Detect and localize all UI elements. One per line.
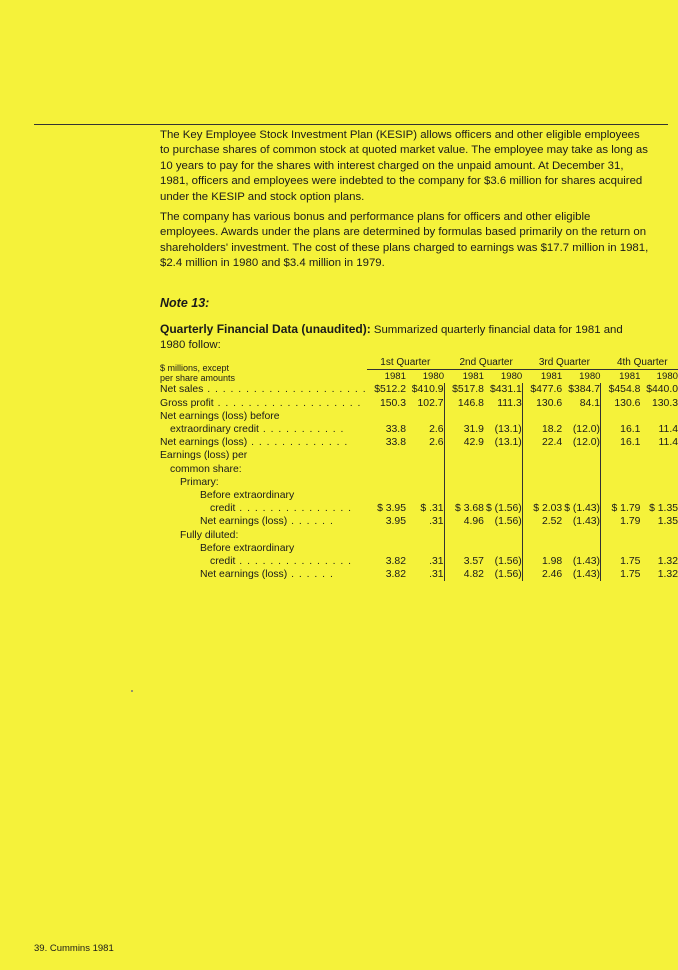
row-label — [160, 476, 367, 489]
cell-value — [484, 489, 522, 502]
cell-value — [484, 542, 522, 555]
cell-value: 130.6 — [522, 397, 562, 410]
row-label — [160, 529, 367, 542]
cell-value: 33.8 — [385, 437, 406, 449]
cell-value: $454.8 — [601, 383, 641, 396]
cell-value — [601, 410, 641, 423]
year-header: 1980 — [500, 371, 523, 383]
year-header: 1981 — [540, 371, 563, 383]
row-label — [160, 568, 367, 581]
cell-value: $477.6 — [522, 383, 562, 396]
year-header: 1981 — [619, 371, 641, 383]
cell-value: 1.32 — [657, 569, 678, 581]
cell-value: 1.98 — [522, 555, 562, 568]
cell-value — [406, 542, 444, 555]
cell-value: 22.4 — [522, 436, 562, 449]
row-label — [160, 515, 367, 528]
cell-value — [640, 489, 678, 502]
cell-value: 18.2 — [522, 423, 562, 436]
cell-value — [601, 449, 641, 462]
cell-value: (1.56) — [494, 516, 522, 528]
cell-value: 3.57 — [444, 555, 484, 568]
table-row — [160, 555, 678, 568]
cell-value — [367, 542, 406, 555]
cell-value: 2.6 — [429, 424, 444, 436]
cell-value: 150.3 — [379, 397, 406, 409]
cell-value — [367, 410, 406, 423]
cell-value: (1.43) — [572, 569, 600, 581]
cell-value — [484, 476, 522, 489]
cell-value — [522, 529, 562, 542]
cell-value: 146.8 — [444, 397, 484, 410]
cell-value — [444, 449, 484, 462]
row-label-text: Net earnings (loss) — [160, 437, 248, 449]
quarter-header-4: 4th Quarter — [601, 356, 678, 370]
cell-value — [522, 463, 562, 476]
cell-value: (13.1) — [494, 437, 522, 449]
cell-value — [522, 476, 562, 489]
row-label-text: Net earnings (loss) — [200, 569, 288, 581]
row-label-text: Before extraordinary — [200, 542, 295, 554]
quarter-header-1: 1st Quarter — [367, 356, 444, 370]
row-label — [160, 436, 367, 449]
cell-value: $ 1.35 — [649, 503, 678, 515]
cell-value — [522, 489, 562, 502]
cell-value — [562, 463, 600, 476]
cell-value — [367, 463, 406, 476]
cell-value — [444, 489, 484, 502]
cell-value: 130.3 — [651, 397, 678, 409]
table-row — [160, 476, 678, 489]
cell-value — [406, 476, 444, 489]
cell-value — [367, 489, 406, 502]
cell-value: (12.0) — [572, 424, 600, 436]
cell-value — [562, 542, 600, 555]
cell-value: 33.8 — [385, 424, 406, 436]
leader-dots: . . . . . . . . . . . — [258, 424, 345, 436]
page-footer: 39. Cummins 1981 — [34, 943, 114, 954]
row-label-text: Fully diluted: — [180, 529, 239, 541]
cell-value: 102.7 — [417, 397, 444, 409]
row-label — [160, 449, 367, 462]
cell-value: 16.1 — [601, 436, 641, 449]
table-row — [160, 568, 678, 581]
row-label-text: credit — [210, 503, 236, 515]
quarter-header-3: 3rd Quarter — [522, 356, 600, 370]
cell-value: $384.7 — [568, 384, 600, 396]
quarter-header-2: 2nd Quarter — [444, 356, 522, 370]
cell-value: $ 3.68 — [444, 502, 484, 515]
cell-value — [367, 449, 406, 462]
cell-value — [562, 476, 600, 489]
row-label — [160, 383, 367, 396]
row-label-text: Net sales — [160, 384, 204, 396]
cell-value: 3.95 — [385, 516, 406, 528]
cell-value: $517.8 — [444, 383, 484, 396]
cell-value — [484, 463, 522, 476]
cell-value: 4.96 — [444, 515, 484, 528]
row-label-text: common share: — [170, 463, 242, 475]
cell-value — [444, 463, 484, 476]
cell-value — [601, 476, 641, 489]
cell-value — [484, 449, 522, 462]
table-row — [160, 449, 678, 462]
table-row — [160, 423, 678, 436]
cell-value — [367, 476, 406, 489]
cell-value — [444, 529, 484, 542]
cell-value — [522, 449, 562, 462]
cell-value: .31 — [429, 556, 444, 568]
cell-value: $ (1.43) — [564, 503, 600, 515]
year-header: 1981 — [384, 371, 406, 383]
cell-value: 1.75 — [601, 568, 641, 581]
year-header: 1980 — [579, 371, 601, 383]
row-label — [160, 502, 367, 515]
kesip-paragraph: The Key Employee Stock Investment Plan (KESIP) allows officers and other eligible employees to purchase shares of common stock at quoted market value. The employee may take as long as 10 years to pay for the shares with interest charged on the unpaid amount. At December 31, 1981, officers and employees were indebted to the company for $3.6 million for shares acquired under the KESIP and stock option plans. — [160, 129, 648, 203]
print-speck — [131, 690, 133, 692]
row-label-text: Primary: — [180, 476, 219, 488]
table-row — [160, 489, 678, 502]
bonus-plans-paragraph: The company has various bonus and performance plans for officers and other eligible employees. Awards under the plans are determined by formulas based primarily on the return on shareholders' investment. The cost of these plans charged to earnings was $17.7 million in 1981, $2.4 million in 1980 and $3.4 million in 1979. — [160, 211, 649, 270]
cell-value — [484, 410, 522, 423]
cell-value — [601, 463, 641, 476]
leader-dots: . . . . . . . . . . . . . — [247, 437, 349, 449]
year-header: 1981 — [462, 371, 484, 383]
cell-value: $431.1 — [489, 384, 522, 396]
cell-value — [444, 542, 484, 555]
cell-value: $440.0 — [646, 384, 678, 396]
table-row — [160, 502, 678, 515]
table-row — [160, 436, 678, 449]
leader-dots: . . . . . . . . . . . . . . . — [235, 503, 353, 515]
cell-value: 2.52 — [522, 515, 562, 528]
cell-value — [640, 463, 678, 476]
row-label-text: credit — [210, 556, 236, 568]
row-label-text: Net earnings (loss) — [200, 516, 288, 528]
leader-dots: . . . . . . . . . . . . . . . — [235, 556, 353, 568]
cell-value: $ .31 — [420, 503, 444, 515]
cell-value — [444, 476, 484, 489]
cell-value: 31.9 — [444, 423, 484, 436]
cell-value: 16.1 — [601, 423, 641, 436]
cell-value: (1.56) — [494, 556, 522, 568]
row-label-text: Earnings (loss) per — [160, 450, 248, 462]
quarterly-financial-table — [160, 356, 678, 581]
row-label — [160, 542, 367, 555]
cell-value: 3.82 — [385, 569, 406, 581]
cell-value — [640, 529, 678, 542]
table-row — [160, 383, 678, 396]
cell-value — [640, 476, 678, 489]
cell-value: $ (1.56) — [485, 503, 522, 515]
row-label — [160, 555, 367, 568]
table-row — [160, 397, 678, 410]
cell-value — [601, 529, 641, 542]
cell-value: 1.79 — [601, 515, 641, 528]
quarterly-data-heading: Quarterly Financial Data (unaudited): — [160, 322, 371, 336]
unit-label — [160, 356, 367, 383]
row-label — [160, 489, 367, 502]
cell-value: (1.43) — [572, 556, 600, 568]
row-label — [160, 397, 367, 410]
leader-dots: . . . . . . . . . . . . . . . . . . . . . — [203, 384, 367, 396]
top-rule — [34, 124, 668, 125]
row-label-text: extraordinary credit — [170, 424, 259, 436]
cell-value — [406, 529, 444, 542]
cell-value: $ 3.95 — [377, 503, 406, 515]
row-label — [160, 423, 367, 436]
row-label-text: Before extraordinary — [200, 490, 295, 502]
cell-value: 130.6 — [601, 397, 641, 410]
cell-value — [601, 542, 641, 555]
leader-dots: . . . . . . — [287, 516, 334, 528]
row-label-text: Net earnings (loss) before — [160, 410, 280, 422]
cell-value: (12.0) — [572, 437, 600, 449]
cell-value — [522, 542, 562, 555]
table-row — [160, 529, 678, 542]
cell-value: 4.82 — [444, 568, 484, 581]
cell-value: 11.4 — [658, 437, 678, 449]
quarterly-data-text: Summarized quarterly financial data for 1981 and 1980 follow: — [160, 324, 623, 352]
row-label — [160, 463, 367, 476]
cell-value: (1.56) — [494, 569, 522, 581]
cell-value — [406, 410, 444, 423]
row-label-text: Gross profit — [160, 397, 214, 409]
table-row — [160, 410, 678, 423]
leader-dots: . . . . . . . . . . . . . . . . . . . — [213, 397, 362, 409]
cell-value — [562, 410, 600, 423]
cell-value: 111.3 — [497, 397, 522, 409]
cell-value: 11.4 — [658, 424, 678, 436]
cell-value — [562, 529, 600, 542]
cell-value: 1.32 — [657, 556, 678, 568]
quarter-header-row — [160, 356, 678, 370]
cell-value — [562, 489, 600, 502]
cell-value: $512.2 — [374, 384, 406, 396]
table-row — [160, 515, 678, 528]
unit-label-line-2: per share amounts — [160, 373, 236, 384]
leader-dots: . . . . . . — [287, 569, 334, 581]
year-header: 1980 — [422, 371, 445, 383]
row-label — [160, 410, 367, 423]
cell-value: 1.35 — [657, 516, 678, 528]
cell-value: (13.1) — [494, 424, 522, 436]
cell-value — [522, 410, 562, 423]
cell-value — [444, 410, 484, 423]
cell-value — [406, 489, 444, 502]
unit-label-line-1: $ millions, except — [160, 363, 230, 374]
cell-value: .31 — [429, 569, 444, 581]
note-title: Note 13: — [160, 296, 210, 310]
cell-value: (1.43) — [572, 516, 600, 528]
table-body — [160, 383, 678, 581]
cell-value — [406, 463, 444, 476]
cell-value: $410.9 — [411, 384, 444, 396]
cell-value: $ 1.79 — [601, 502, 641, 515]
cell-value: 2.6 — [429, 437, 444, 449]
cell-value — [640, 410, 678, 423]
cell-value: 1.75 — [601, 555, 641, 568]
cell-value — [406, 449, 444, 462]
cell-value — [640, 449, 678, 462]
cell-value — [484, 529, 522, 542]
quarterly-data-intro — [160, 322, 650, 354]
cell-value: 84.1 — [579, 397, 600, 409]
cell-value: 2.46 — [522, 568, 562, 581]
cell-value — [562, 449, 600, 462]
cell-value — [640, 542, 678, 555]
year-header: 1980 — [656, 371, 678, 383]
cell-value: 42.9 — [444, 436, 484, 449]
table-row — [160, 463, 678, 476]
cell-value — [601, 489, 641, 502]
cell-value: $ 2.03 — [522, 502, 562, 515]
cell-value: .31 — [429, 516, 444, 528]
cell-value — [367, 529, 406, 542]
cell-value: 3.82 — [385, 556, 406, 568]
table-row — [160, 542, 678, 555]
